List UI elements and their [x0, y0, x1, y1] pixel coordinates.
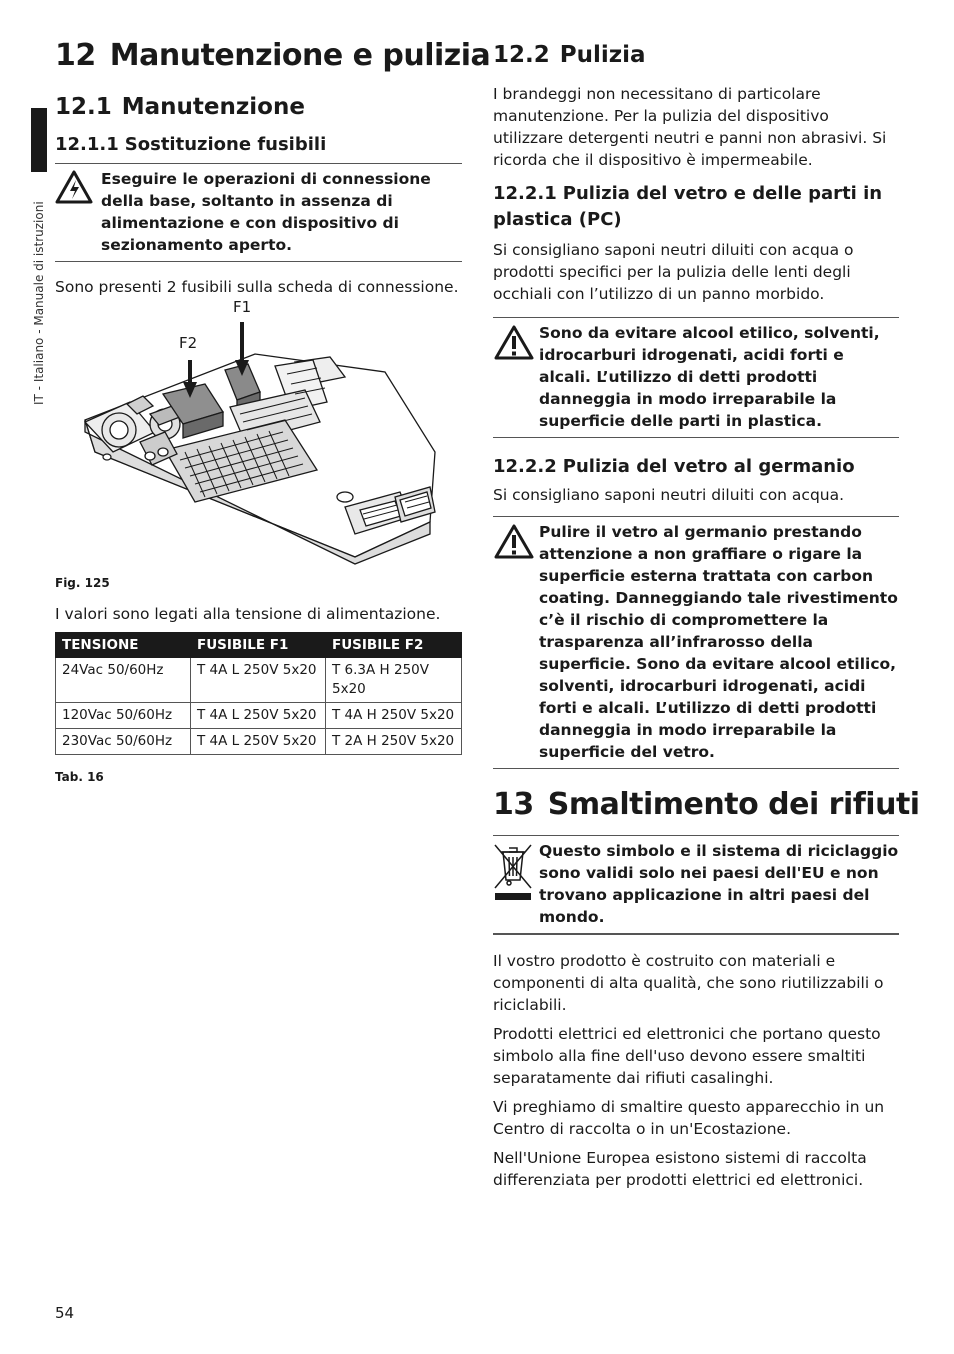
plastic-warning-box [493, 317, 899, 438]
circuit-board-figure [55, 298, 462, 574]
section-12-2-heading [493, 40, 899, 70]
section-number: 12.1.1 [55, 134, 119, 155]
table-cell: T 4A L 250V 5x20 [191, 658, 326, 703]
table-intro: I valori sono legati alla tensione di alimentazione. [55, 605, 441, 623]
table-cell: T 2A H 250V 5x20 [326, 729, 462, 755]
table-cell: 230Vac 50/60Hz [56, 729, 191, 755]
weee-crossed-bin-icon [493, 840, 539, 904]
plastic-cleaning-text: Si consigliano saponi neutri diluiti con acqua o prodotti specifici per la pulizia delle lenti degli occhiali con l’utilizzo di un panno morbido. [493, 241, 854, 303]
disposal-paragraph: Nell'Unione Europea esistono sistemi di raccolta differenziata per prodotti elettrici ed elettronici. [493, 1149, 867, 1189]
warning-text: Pulire il vetro al germanio prestando attenzione a non graffiare o rigare la superficie esterna trattata con carbon coating. Danneggiando tale rivestimento c’è il rischio di compromettere la trasparenza all’infrarosso della superficie. Sono da evitare alcool etilico, solventi, idrocarburi idrogenati, acidi forti e alcali. L’utilizzo di detti prodotti danneggia in modo irreparabile la superficie del vetro. [539, 523, 898, 761]
section-12-2-2-heading [493, 454, 899, 480]
table-cell: T 4A H 250V 5x20 [326, 703, 462, 729]
figure-caption: Fig. 125 [55, 576, 110, 590]
table-header-cell: TENSIONE [56, 633, 191, 658]
table-cell: T 6.3A H 250V 5x20 [326, 658, 462, 703]
section-number: 12.1 [55, 94, 112, 120]
fuse-f1-label: F1 [233, 298, 252, 316]
table-cell: 24Vac 50/60Hz [56, 658, 191, 703]
section-title: Manutenzione [121, 94, 305, 120]
table-row [56, 658, 462, 703]
warning-triangle-icon [493, 521, 539, 565]
table-cell: T 4A L 250V 5x20 [191, 703, 326, 729]
left-column [55, 36, 491, 784]
section-number: 12 [55, 38, 96, 73]
cleaning-text: I brandeggi non necessitano di particolare manutenzione. Per la pulizia del dispositivo utilizzare detergenti neutri e panni non abrasivi. Si ricorda che il dispositivo è impermeabile. [493, 85, 887, 169]
fuses-intro: Sono presenti 2 fusibili sulla scheda di connessione. [55, 278, 459, 296]
table-cell: T 4A L 250V 5x20 [191, 729, 326, 755]
section-12-heading [55, 36, 491, 76]
sidebar-label: IT - Italiano - Manuale di istruzioni [32, 201, 46, 405]
warning-text: Eseguire le operazioni di connessione della base, soltanto in assenza di alimentazione e con dispositivo di sezionamento aperto. [101, 170, 431, 254]
section-title: Manutenzione e pulizia [109, 38, 491, 73]
warning-text: Sono da evitare alcool etilico, solventi, idrocarburi idrogenati, acidi forti e alcali. L’utilizzo di detti prodotti danneggia in modo irreparabile la superficie delle parti in plastica. [539, 324, 880, 430]
disposal-paragraph: Prodotti elettrici ed elettronici che portano questo simbolo alla fine dell'uso devono essere smaltiti separatamente dai rifiuti casalinghi. [493, 1025, 881, 1087]
table-caption: Tab. 16 [55, 770, 104, 784]
disposal-paragraph: Il vostro prodotto è costruito con materiali e componenti di alta qualità, che sono riutilizzabili o riciclabili. [493, 952, 884, 1014]
right-column [493, 36, 920, 1191]
fuse-f2-label: F2 [179, 334, 198, 352]
section-12-1-1-heading [55, 132, 462, 158]
table-row [56, 729, 462, 755]
section-title: Pulizia [559, 42, 646, 68]
page-number: 54 [55, 1304, 75, 1322]
section-title: Pulizia del vetro al germanio [562, 456, 855, 477]
section-title: Smaltimento dei rifiuti [547, 787, 920, 822]
section-number: 12.2 [493, 42, 550, 68]
section-number: 13 [493, 787, 534, 822]
table-row [56, 703, 462, 729]
section-12-2-1-heading [493, 181, 899, 233]
section-number: 12.2.1 [493, 183, 557, 204]
weee-notice-box [493, 835, 899, 935]
warning-triangle-icon [493, 322, 539, 366]
electric-warning-box [55, 163, 462, 262]
electric-hazard-icon [55, 168, 101, 208]
section-title: Sostituzione fusibili [124, 134, 327, 155]
fuse-table [55, 632, 462, 755]
section-13-heading [493, 785, 920, 825]
disposal-paragraph: Vi preghiamo di smaltire questo apparecchio in un Centro di raccolta o in un'Ecostazione. [493, 1098, 885, 1138]
table-header-row [56, 633, 462, 658]
germanium-cleaning-text: Si consigliano saponi neutri diluiti con acqua. [493, 486, 845, 504]
table-cell: 120Vac 50/60Hz [56, 703, 191, 729]
section-title: Pulizia del vetro e delle parti in plastica (PC) [493, 183, 883, 230]
section-number: 12.2.2 [493, 456, 557, 477]
section-12-1-heading [55, 92, 462, 122]
table-header-cell: FUSIBILE F1 [191, 633, 326, 658]
table-header-cell: FUSIBILE F2 [326, 633, 462, 658]
germanium-warning-box [493, 516, 899, 769]
notice-text: Questo simbolo e il sistema di riciclaggio sono validi solo nei paesi dell'EU e non trovano applicazione in altri paesi del mondo. [539, 842, 899, 926]
circuit-board-illustration [55, 302, 462, 574]
